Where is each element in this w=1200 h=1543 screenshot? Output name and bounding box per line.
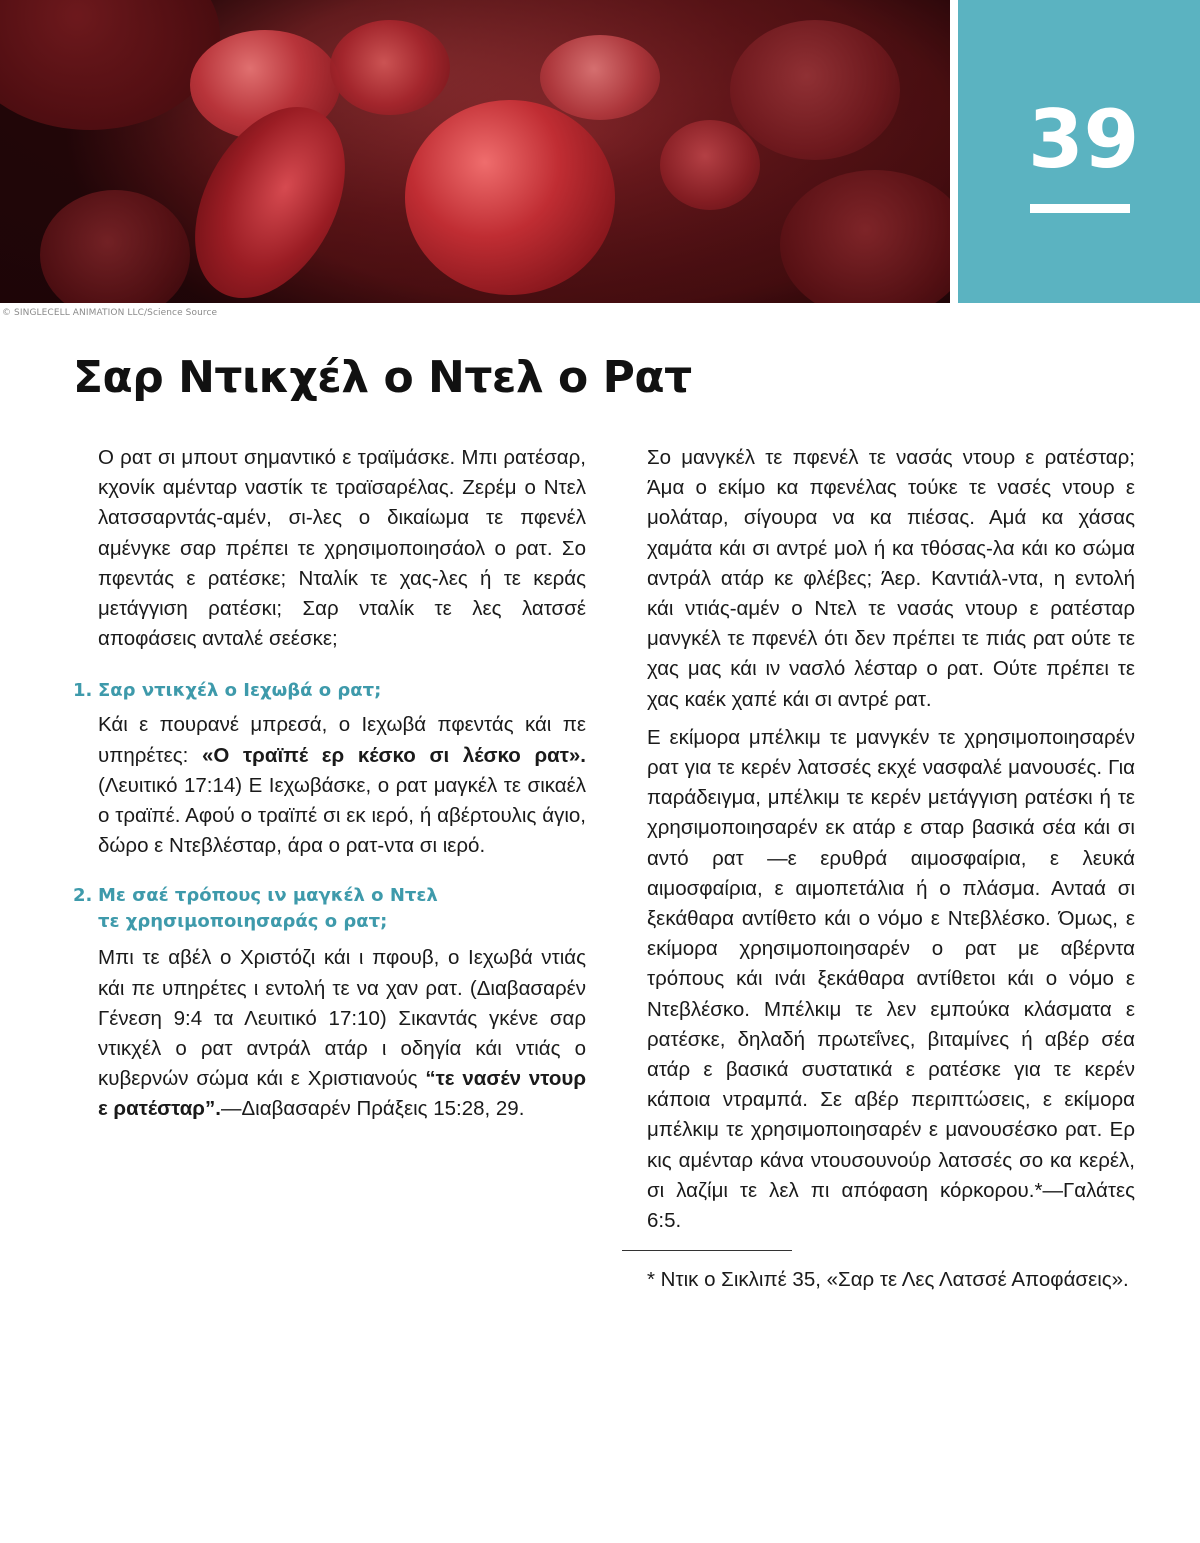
blood-cell — [0, 0, 220, 130]
blood-cell — [540, 35, 660, 120]
footnote-divider — [622, 1250, 792, 1251]
blood-cell — [330, 20, 450, 115]
question-1-answer — [98, 710, 586, 861]
chapter-number-underline — [1030, 204, 1130, 213]
header-photo-blood-cells — [0, 0, 950, 303]
right-column — [647, 443, 1135, 1295]
blood-cell — [780, 170, 950, 303]
answer-text: Κάι ε πουρανέ μπρεσά, ο Ιεχωβά πφεντάς κάι πε υπηρέτες: — [98, 713, 586, 767]
answer-text: —Διαβασαρέν Πράξεις 15:28, 29. — [220, 1097, 525, 1121]
question-2-answer — [98, 943, 586, 1124]
scripture-quote: «Ο τραϊπέ ερ κέσκο σι λέσκο ρατ». — [202, 743, 586, 767]
question-1-number: 1. — [73, 680, 93, 702]
right-paragraph-1: Σο μανγκέλ τε πφενέλ τε νασάς ντουρ ε ρατέσταρ; Άμα ο εκίμο κα πφενέλας τούκε τε νασές ντουρ ε μολάταρ, σίγουρα να κα πιέσας. Αμά κα χάσας χαμάτα κάι σι αντρέ μολ ή κα τθόσας-λα κάι κο σώμα αντράλ ατάρ κε φλέβες; Άερ. Καντιάλ-ντα, η εντολή κάι ντιάς-αμέν ο Ντελ τε νασάς ντουρ ε ρατέσταρ μανγκέλ τε πφενέλ ότι δεν πρέπει τε πιάς ρατ ούτε τε χας μας κάι ιν νασλό λέσταρ ο ρατ. Ούτε πρέπει τε χας καέκ χαπέ κάι σι αντρέ ρατ. — [647, 446, 1135, 711]
intro-paragraph: Ο ρατ σι μπουτ σημαντικό ε τραϊμάσκε. Μπι ρατέσαρ, κχονίκ αμένταρ ναστίκ τε τραϊσαρέλας. Ζερέμ ο Ντελ λατσσαρντάς-αμέν, σι-λες ο δικαίωμα τε πφενέλ αμένγκε σαρ πρέπει τε χρησιμοποιησάολ ο ρατ. Σο πφεντάς ε ρατέσκε; Νταλίκ τε χας-λες ή τε κεράς μετάγγιση ρατέσκι; Σαρ νταλίκ τε λες λατσσέ αποφάσεις ανταλέ σεέσκε; — [98, 446, 586, 651]
blood-cell — [660, 120, 760, 210]
photo-credit: © SINGLECELL ANIMATION LLC/Science Source — [2, 308, 218, 318]
question-2-text-line-2: τε χρησιμοποιησαράς ο ρατ; — [98, 911, 388, 933]
blood-cell — [730, 20, 900, 160]
left-column — [73, 443, 586, 1125]
question-1-text: Σαρ ντικχέλ ο Ιεχωβά ο ρατ; — [98, 680, 382, 702]
blood-cell — [164, 81, 375, 303]
question-1-heading — [73, 678, 586, 704]
page-title: Σαρ Ντικχέλ ο Ντελ ο Ρατ — [73, 352, 692, 403]
question-2-text-line-1: Με σαέ τρόπους ιν μαγκέλ ο Ντελ — [98, 885, 438, 907]
right-paragraph-2: Ε εκίμορα μπέλκιμ τε μανγκέν τε χρησιμοποιησαρέν ρατ για τε κερέν λατσσές εκχέ νασφαλέ μανουσές. Για παράδειγμα, μπέλκιμ τε κερέν μετάγγιση ρατέσκι ή τε χρησιμοποιησαρέν εκ ατάρ ε σταρ βασικά σέα κάι σι αντό ρατ —ε ερυθρά αιμοσφαίρια, ε λευκά αιμοσφαίρια, ε αιμοπετάλια ή ο πλάσμα. Ανταά σι ξεκάθαρα αντίθετο κάι ο νόμο ε Ντεβλέσκο. Όμως, ε εκίμορα χρησιμοποιησαρέν ο ρατ με αβέρντα τρόπους κάι ινάι ξεκάθαρα αντίθετοι κάι ο νόμο ε Ντεβλέσκο. Μπέλκιμ τε λεν εμπούκα κλάσματα ε ρατέσκε, δηλαδή πρωτεΐνες, βιταμίνες ή αβέρ σέα ατάρ ε βασικά συστατικά ε ρατέσκε για τε κερέν κάποια ντραμπά. Σε αβέρ περιπτώσεις, ε εκίμορα μπέλκιμ τε χρησιμοποιησαρέν ε μανουσέσκο ρατ. Ερ κις αμένταρ κάνα ντουσουνούρ λατσσές σο κα κερέλ, σι λαζίμι τε λελ πι απόφαση κόρκορου.*—Γαλάτες 6:5. — [647, 725, 1135, 1233]
chapter-number: 39 — [1028, 93, 1140, 186]
question-2-number: 2. — [73, 885, 93, 907]
blood-cell — [405, 100, 615, 295]
scripture-quote: “τε νασέν ντουρ ε ρατέσταρ”. — [98, 1067, 586, 1121]
answer-text: Μπι τε αβέλ ο Χριστόζι κάι ι πφουβ, ο Ιεχωβά ντιάς κάι πε υπηρέτες ι εντολή τε να χαν ρατ. (Διαβασαρέν Γένεση 9:4 τα Λευιτικό 17:10) Σικαντάς γκένε σαρ ντικχέλ ο ρατ αντράλ ατάρ ι οδηγία κάι ντιάς ο κυβερνών σώμα κάι ε Χριστιανούς — [98, 946, 586, 1091]
footnote: * Ντικ ο Σικλιπέ 35, «Σαρ τε Λες Λατσσέ Αποφάσεις». — [647, 1268, 1129, 1292]
question-2-heading — [73, 883, 586, 935]
answer-text: (Λευιτικό 17:14) Ε Ιεχωβάσκε, ο ρατ μαγκέλ τε σικαέλ ο τραϊπέ. Αφού ο τραϊπέ σι εκ ιερό, ή αβέρτουλις άγιο, δώρο ε Ντεβλέσταρ, άρα ο ρατ-ντα σι ιερό. — [98, 773, 586, 858]
blood-cell — [40, 190, 190, 303]
